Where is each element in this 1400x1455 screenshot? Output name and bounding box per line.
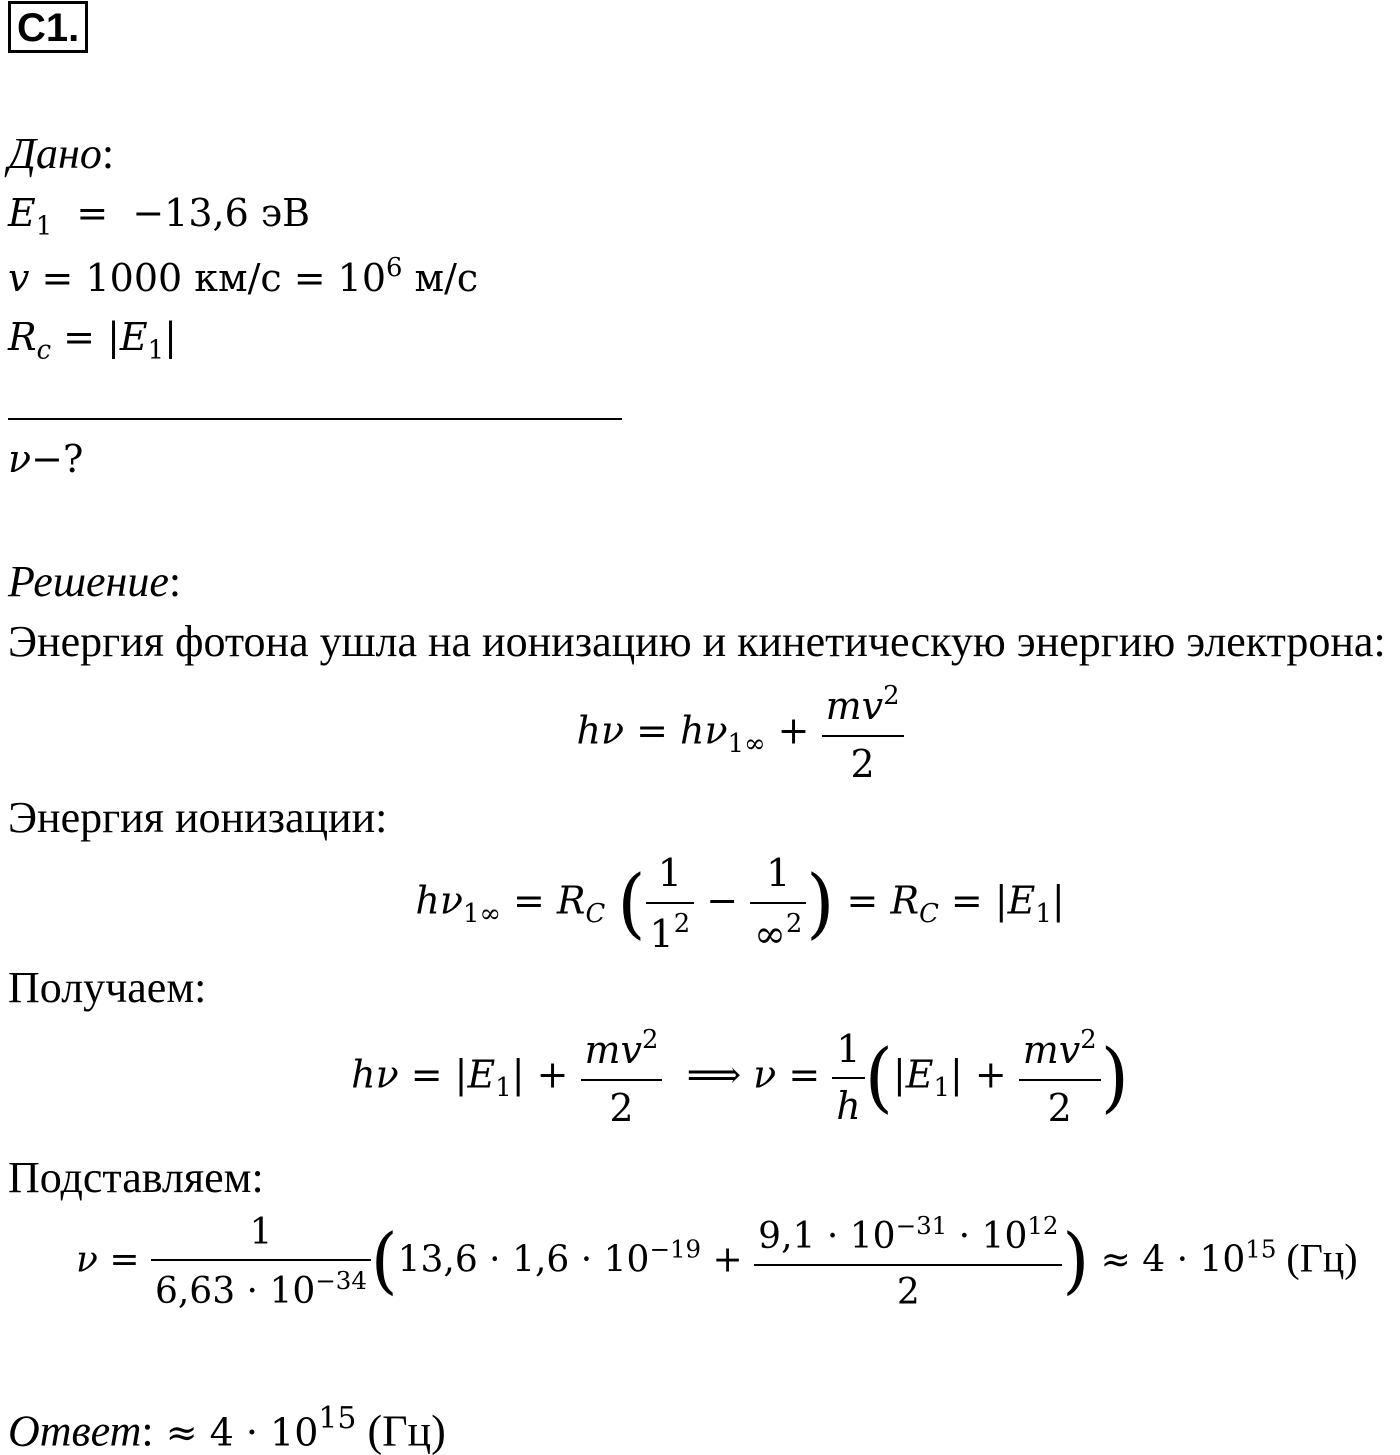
formula-frequency: $h\nu = |E_1|$ + $\frac{mv^2}{2}$ ⟹ ν = $\frac{1}{h}$ ($|E_1|$ + $\frac{mv^2}{2}$ ) xyxy=(351,1025,1129,1130)
formula-photon-energy: $h\nu = h\nu_{1\infty}$ + $\frac{mv^2}{2}$ xyxy=(0,682,1400,786)
given-divider xyxy=(8,418,622,420)
given-velocity: v = 1000 $км/с = 10^6$ м/с xyxy=(8,253,479,300)
formula-substitution: ν = $\frac{1}{6,63 \cdot 10^{-34}}$ ($13,6 \cdot 1,6 \cdot 10^{-19}$ + $\frac{9,1 \cdot 10^{-31} \cdot 10^{12}}{2}$ ) ≈ $4 \cdot 10^{15}$ (Гц) xyxy=(76,1211,1358,1313)
text-ionization: Энергия ионизации: xyxy=(8,793,388,842)
formula-ionization: $h\nu_{1\infty} = R_C$ ( $\frac{1}{1^2}$ − $\frac{1}{\infty^2}$ ) = $R_C = |E_1|$ xyxy=(415,851,1065,956)
answer-line: Ответ: ≈ $4 \cdot 10^{15}$ (Гц) xyxy=(8,1401,446,1455)
solution-heading: Решение: xyxy=(8,557,182,606)
text-photon-energy: Энергия фотона ушла на ионизацию и кинетическую энергию электрона: xyxy=(8,617,1386,666)
given-heading: Дано: xyxy=(8,129,115,178)
unknown-quantity: ν−? xyxy=(8,437,84,481)
given-energy: $E_1 = -13,6$ эВ xyxy=(8,191,311,242)
problem-label: C1. xyxy=(8,6,88,51)
given-rydberg: $R_c = |E_1|$ xyxy=(8,315,177,366)
text-get: Получаем: xyxy=(8,963,207,1012)
text-substitute: Подставляем: xyxy=(8,1153,264,1202)
